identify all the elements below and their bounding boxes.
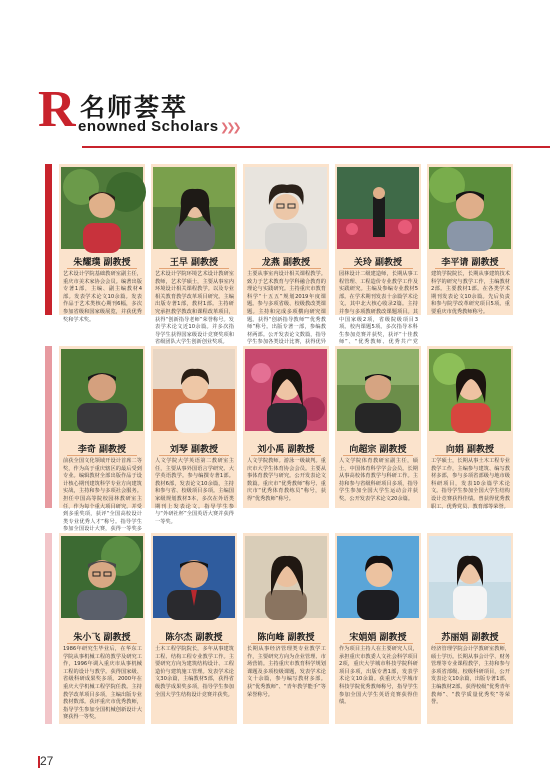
name-underline	[159, 455, 229, 456]
scholar-bio: 1986年研究生毕业后，在华东工学院从事机械工程的教学及研究工作，1996年调入重庆市从事机械工程的设计与教学。获得国家级、省级科研成果奖多项。2000年在重庆大学机械工程学院任教。主持教学改革项目多项，主编出版专业教材数部。获评重庆市优秀教师，指导学生参加全国机械创新设计大赛获得一等奖。	[63, 646, 142, 721]
name-underline	[67, 643, 137, 644]
header-big-letter: R	[38, 81, 76, 138]
portrait-photo	[429, 167, 511, 249]
portrait-photo	[245, 536, 327, 618]
row-accent-bar	[45, 533, 52, 724]
row-accent-bar	[45, 346, 52, 508]
portrait-photo	[429, 536, 511, 618]
scholar-name: 李奇 副教授	[77, 445, 127, 455]
scholar-name: 陈尔杰 副教授	[165, 633, 223, 643]
scholar-bio: 作为项目主持人在主要研究人员，承担重庆市教委人文社会科学项目2项，重庆大学城市科技学院科研项目多项，出版专著1部，发表学术论文10余篇。获重庆大学城市科技学院优秀教师称号，指导学生参加全国大学生英语竞赛获得佳绩。	[339, 646, 418, 706]
scholar-name: 龙燕 副教授	[261, 258, 311, 268]
scholar-name: 刘琴 副教授	[169, 445, 219, 455]
portrait-photo	[61, 167, 143, 249]
name-underline	[159, 643, 229, 644]
name-underline	[435, 268, 505, 269]
scholar-card	[335, 533, 421, 724]
scholar-card	[151, 164, 237, 346]
name-underline	[343, 455, 413, 456]
scholar-bio: 长期从事经济管理类专业教学工作，主要研究方向为企业管理、市场营销。主持重庆市教育科学规划课题及多项校级课题，发表学术论文十余篇，参与编写教材多部。获“优秀教师”、“青年教学能手”等荣誉称号。	[247, 646, 326, 698]
portrait-photo	[61, 349, 143, 431]
header-divider	[82, 146, 550, 148]
scholar-bio: 艺术设计学院基础教研室副主任，重庆市美术家协会会员。编著出版专著1部，主编、副主编教材4部。发表学术论文10余篇。发表作品于艺术类核心期刊6幅，多次参加省级和国家级展览，并获优秀奖和学术奖。	[63, 271, 142, 323]
name-underline	[435, 455, 505, 456]
scholar-card	[59, 346, 145, 533]
section-header	[38, 81, 550, 140]
scholar-bio: 园林设计二级建造师，长期从事工程管理、工程造价专业教学工作及实践研究。主编及参编专业教材5部。在学术期刊发表十余篇学术论文。其中北大核心收录2篇。主持并参与多项教研教改课题项目。其中国家级2项，省级院级项目3项。校内课题5项。多次指导本科生参加竞赛并获奖，获评“十佳教师”、“优秀教师、优秀共产党	[339, 271, 418, 346]
scholar-bio: 土木工程学院院长，多年从事建筑工程、结构工程专业教学工作。主要研究方向为建筑结构设计、工程造价与建筑施工管理。发表学术论文30余篇，主编教材5部，获得省级教学成果奖多项，指导学生参加全国大学生结构设计竞赛并获奖。	[155, 646, 234, 698]
name-underline	[435, 643, 505, 644]
scholar-name: 陈向峰 副教授	[257, 633, 315, 643]
scholar-card	[335, 164, 421, 346]
scholar-row-1	[45, 164, 510, 346]
scholar-card	[427, 346, 513, 508]
scholar-name: 王早 副教授	[169, 258, 219, 268]
portrait-photo	[337, 349, 419, 431]
scholar-card	[151, 346, 237, 525]
name-underline	[343, 268, 413, 269]
scholar-name: 李平请 副教授	[441, 258, 499, 268]
page-number: 27	[40, 754, 54, 768]
scholar-card	[427, 164, 513, 315]
name-underline	[159, 268, 229, 269]
scholar-name: 向娟 副教授	[445, 445, 495, 455]
portrait-photo	[61, 536, 143, 618]
portrait-photo	[337, 536, 419, 618]
scholar-bio: 人文学院体育教研室副主任，硕士，中国体育科学学会会员。长期从事高校体育教学与科研工作。主持和参与省级科研项目多项，指导学生参加全国大学生运动会并获奖。公开发表学术论文20余篇。	[339, 458, 418, 502]
scholar-card	[59, 164, 145, 323]
portrait-photo	[245, 167, 327, 249]
scholar-card	[151, 533, 237, 724]
scholar-name: 关玲 副教授	[353, 258, 403, 268]
header-title-en: enowned Scholars	[78, 118, 219, 135]
scholar-row-2	[45, 346, 510, 533]
name-underline	[251, 643, 321, 644]
name-underline	[251, 268, 321, 269]
name-underline	[67, 268, 137, 269]
portrait-photo	[429, 349, 511, 431]
scholar-card	[243, 346, 329, 508]
scholar-name: 宋娟娟 副教授	[349, 633, 407, 643]
scholar-card	[243, 164, 329, 346]
scholar-bio: 经济管理学院会计学教研室教师，硕士学历。长期从事会计学、财务管理等专业课程教学，主持和参与多项省部级、校级科研项目，公开发表论文10余篇，出版专著1部，主编教材2部。获得校级“优秀青年教师”、“教学质量优秀奖”等荣誉。	[431, 646, 510, 706]
name-underline	[251, 455, 321, 456]
scholar-row-3	[45, 533, 510, 724]
scholar-bio: 前获全国文化领域开设计首席二等奖，作为高于重庆辖区的最后受到专业。编辑教材全部出版作品于设计核心期刊建筑科学专业方向建筑实战，主持和参与多项社会服务。担任中国高等院校园林教研室主任，作为每个重大项目研究。并受到多重奖项，获评“全国高校设计类专业优秀人才”称号。指导学生参加全国设计大赛，获得一等奖多	[63, 458, 142, 533]
scholar-name: 朱耀璞 副教授	[73, 258, 131, 268]
portrait-photo	[153, 536, 235, 618]
scholar-name: 苏丽娟 副教授	[441, 633, 499, 643]
scholar-card	[335, 346, 421, 508]
scholar-bio: 人文学院大学英语第二教研室主任，主要从事外国语言学研究、大学英语教学。参与编撰专著1部。教材6部，发表论文10余篇，主持和参与省、校级项目多项。主编国家级规划教材3本，多次在外语类期刊上发表论文。指导学生参与“外研社杯”全国英语大赛并获得一等奖。	[155, 458, 234, 525]
scholar-bio: 建筑学院院长，长期从事建筑技术科学的研究与教学工作，主编教材2部。主要教材1部。在各类学术期刊发表论文10余篇。先后负责和参与院学改革研究项目5项。重要重庆市优秀教师称号。	[431, 271, 510, 315]
portrait-photo	[153, 167, 235, 249]
name-underline	[67, 455, 137, 456]
portrait-photo	[153, 349, 235, 431]
name-underline	[343, 643, 413, 644]
scholar-name: 朱小飞 副教授	[73, 633, 131, 643]
scholar-bio: 人文学院教师。游泳一级裁判。重庆市大学生体育协会会员。主要从事体育教学与研究。公开发表论文数篇。重庆市“优秀教师”称号、重庆市“优秀体育教练员”称号，获得“优秀教师”称号。	[247, 458, 326, 502]
scholar-bio: 工学硕士，长期从事土木工程专业教学工作，主编参与建筑、编写教材多部，参与多项省部级与地市级科研项目，发表10余篇学术论文。指导学生参加全国大学生结构设计竞赛获得佳绩。曾获得优秀教职工、优秀党员、教育部等荣誉。	[431, 458, 510, 510]
portrait-photo	[337, 167, 419, 249]
scholar-name: 刘小禹 副教授	[257, 445, 315, 455]
scholar-name: 向超宗 副教授	[349, 445, 407, 455]
portrait-photo	[245, 349, 327, 431]
scholar-card	[59, 533, 145, 724]
chevrons-icon: ❯❯❯	[220, 121, 239, 134]
scholar-bio: 艺术设计学院环境艺术设计教研室教师，艺术学硕士，主要从事室内环境设计相关课程教学。以及专业相关教育教学改革项目研究。主编出版专著1部，教材1部。主持研究承担教学教改和课程改革项目，获得“创新指导老师”荣誉称号。发表学术论文近10余篇。并多次指导学生获得国家级设计竞赛奖项和省级团队大学生创新创业奖项。	[155, 271, 234, 346]
scholar-card	[427, 533, 513, 724]
scholar-card	[243, 533, 329, 724]
scholar-bio: 主要从事室内设计相关课程教学。致力于艺术教育与学科融合教育的理论与实践研究。主持重庆市教育科学“十五五”规划2019年度课题。参与多项省级、校级教改类课题。主持和完成多项横向研究课题。获得“创新指导教师”“优秀教师”称号。出版专著一部，参编教材两部。公开发表论文数篇，指导学生参加各类设计比赛，获得优异	[247, 271, 326, 346]
row-accent-bar	[45, 164, 52, 315]
header-title-cn: 名师荟萃	[80, 93, 189, 122]
